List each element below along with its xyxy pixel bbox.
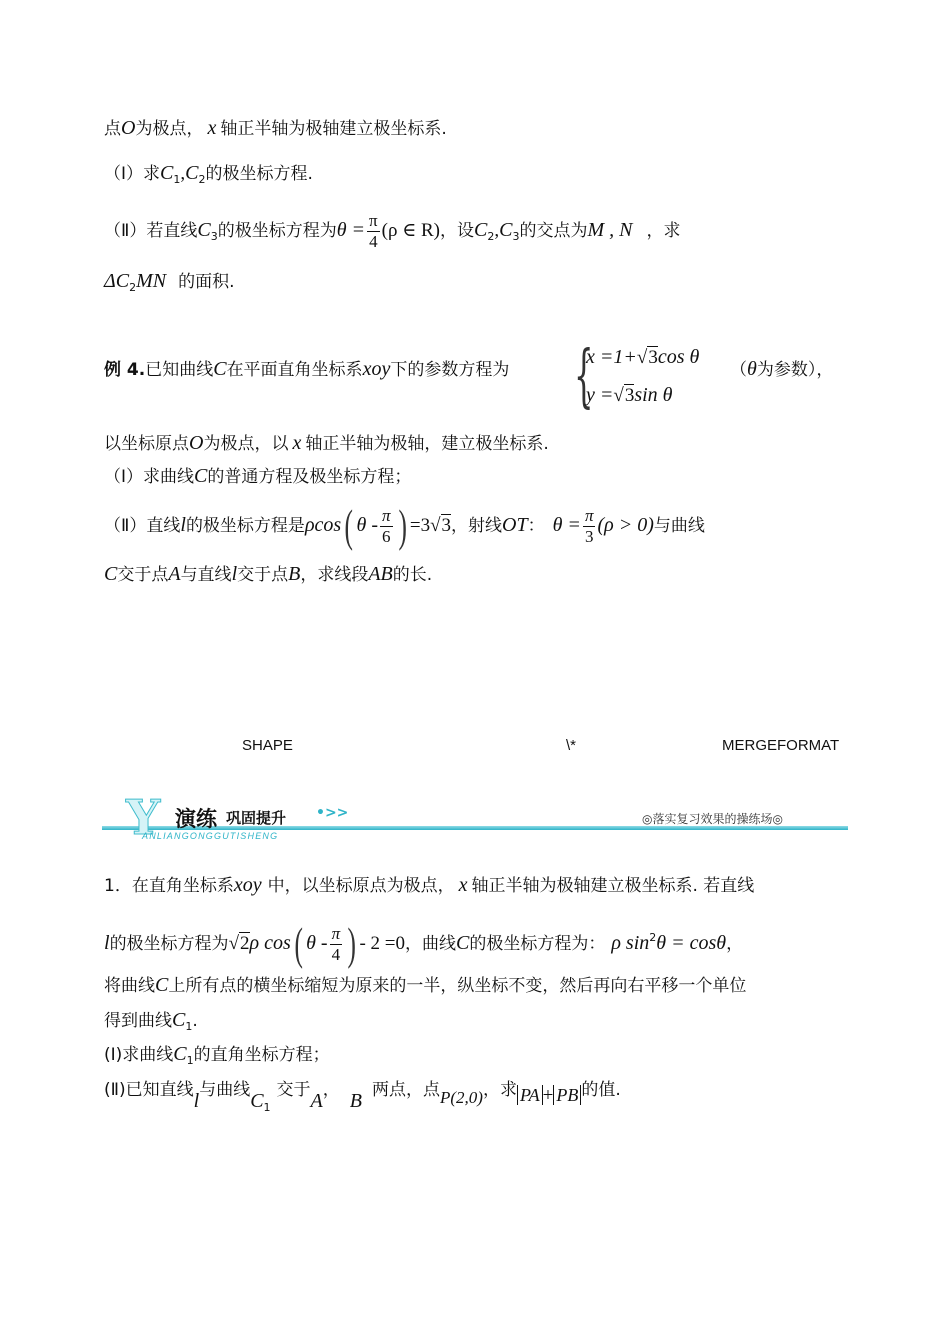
left-brace: { [574, 337, 594, 416]
subscript: 2 [198, 173, 206, 186]
math-var: xoy [362, 358, 391, 380]
numerator: π [382, 505, 391, 525]
text-line [104, 208, 680, 259]
text-line [104, 973, 746, 998]
math-var: B [349, 1090, 362, 1112]
text: 为极点，以 [203, 434, 289, 454]
text: （Ⅰ）求 [104, 164, 161, 184]
numerator: π [369, 210, 378, 230]
math-var: C [172, 1009, 186, 1031]
text-line [104, 873, 754, 898]
math-var: l [193, 1090, 200, 1112]
equation-row: x =1+√3cos θ [586, 346, 700, 368]
text: 为极点， [135, 119, 204, 139]
denominator: 3 [584, 526, 594, 546]
text: ，求 [646, 221, 681, 241]
math-var: x [458, 874, 468, 896]
sqrt-arg: 3 [648, 347, 658, 368]
subscript: 3 [512, 230, 520, 243]
text: 的极坐标方程为： [469, 934, 606, 954]
math-expr: x =1+ [586, 346, 637, 368]
sqrt-arg: 2 [240, 933, 250, 954]
math-var: C [474, 219, 488, 241]
subscript: 1 [185, 1020, 193, 1033]
math-var: C [197, 219, 211, 241]
math-expr: ρ sin [611, 932, 650, 954]
math-symbol: , [494, 220, 500, 241]
denominator: 4 [331, 944, 341, 964]
fraction [367, 211, 380, 252]
math-group [517, 1086, 581, 1106]
text: 得到曲线 [104, 1011, 172, 1031]
math-var: C [104, 563, 118, 585]
subscript: 3 [210, 230, 218, 243]
text: (Ⅰ)求曲线 [104, 1045, 174, 1065]
text: 与曲线 [199, 1080, 251, 1100]
text: （Ⅰ）求曲线 [104, 467, 195, 487]
section-banner [102, 790, 848, 846]
text: ， [322, 1080, 340, 1100]
math-var: AB [368, 563, 393, 585]
sqrt-arg: 3 [441, 515, 452, 536]
math-expr: (ρ > 0) [597, 514, 654, 536]
math-expr: (ρ ∈ R) [381, 220, 441, 241]
text: 的普通方程及极坐标方程； [207, 467, 412, 487]
math-var: M , N [587, 219, 633, 241]
example-heading-line [104, 357, 509, 382]
math-expr: θ = [552, 514, 581, 536]
math-expr: y = [586, 384, 614, 406]
math-var: C [499, 219, 513, 241]
math-var: C [160, 162, 174, 184]
text: (Ⅱ)已知直线 [104, 1080, 194, 1100]
text: 的极坐标方程为 [217, 221, 337, 241]
text-line [104, 1077, 621, 1114]
denominator: 4 [369, 231, 378, 251]
subscript: 2 [129, 281, 137, 294]
math-symbol: + [542, 1085, 554, 1106]
numerator: π [584, 505, 594, 525]
numerator: π [331, 923, 341, 943]
math-var: B [288, 563, 301, 585]
text-line [104, 1042, 330, 1073]
text: 的交点为 [519, 221, 588, 241]
text: 轴正半轴为极轴，建立极坐标系. [305, 434, 549, 454]
field-code-shape: SHAPE [242, 737, 293, 754]
text: 的极坐标方程为 [109, 934, 229, 954]
text: 上所有点的横坐标缩短为原来的一半，纵坐标不变，然后再向右平移一个单位 [168, 976, 747, 996]
text: （Ⅱ）若直线 [104, 221, 198, 241]
text: 的极坐标方程. [205, 164, 313, 184]
text-line [104, 269, 234, 300]
subscript: 2 [487, 230, 495, 243]
text: 的面积. [178, 272, 235, 292]
math-expr: cos θ [657, 346, 700, 368]
abs-value: PA [517, 1085, 543, 1105]
math-var: C [155, 974, 169, 996]
text: 交于点 [237, 565, 289, 585]
text: 已知曲线 [145, 360, 214, 380]
math-var: O [189, 432, 204, 454]
text-line [104, 464, 411, 489]
math-var: l [180, 514, 186, 536]
banner-pinyin: ANLIANGONGGUTISHENG [142, 831, 279, 841]
field-code-mergeformat: MERGEFORMAT [722, 737, 840, 754]
text: 轴正半轴为极轴建立极坐标系. [220, 119, 447, 139]
text-line [104, 562, 432, 587]
math-var: x [292, 432, 302, 454]
text: ， [726, 934, 744, 954]
math-var: OT [502, 514, 528, 536]
math-var: xoy [233, 874, 262, 896]
math-var: C [213, 358, 227, 380]
math-expr: ΔC [104, 270, 130, 292]
superscript: 2 [649, 931, 657, 944]
abs-value: PB [553, 1085, 581, 1105]
sqrt-arg: 3 [624, 385, 635, 406]
math-var: O [121, 117, 136, 139]
text-line [104, 1008, 198, 1039]
text-line [104, 116, 447, 141]
math-var: C [455, 932, 470, 954]
equation-row: y =√3sin θ [586, 384, 673, 406]
subscript: 1 [173, 173, 181, 186]
text: 下的参数方程为 [390, 360, 510, 380]
text-line [104, 161, 313, 192]
math-expr: θ - [356, 514, 379, 536]
text: （ [730, 360, 747, 380]
text-line: （Ⅱ）直线l的极坐标方程是ρcos( θ - $\frac{\pi}{6}$ ) =3√3，射线OT： θ = $\frac{\pi}{3}$ (ρ > 0)与曲线 [104, 500, 705, 551]
parametric-system [574, 337, 724, 416]
math-var: l [231, 563, 238, 585]
math-var: MN [136, 270, 167, 292]
fraction [380, 506, 393, 547]
math-var: l [104, 932, 110, 954]
math-var: C [194, 465, 208, 487]
text: 中，以坐标原点为极点， [267, 876, 455, 896]
text: ，求线段 [300, 565, 369, 585]
math-expr: θ = [336, 219, 366, 241]
text: 将曲线 [104, 976, 155, 996]
field-code-switch: \* [566, 737, 577, 754]
math-expr: sin θ [634, 384, 673, 406]
text: 与曲线 [653, 516, 705, 536]
text-line: l的极坐标方程为√2ρ cos( θ - $\frac{\pi}{4}$ ) - 2 =0，曲线C的极坐标方程为： ρ $\sin^2\theta = \cos\theta$， [104, 918, 744, 969]
math-expr: =3 [409, 515, 431, 536]
fraction [583, 506, 596, 547]
text-line [104, 431, 549, 456]
math-expr: θ - [306, 932, 328, 954]
text: ，设 [440, 221, 475, 241]
math-expr: θ = cosθ [656, 932, 727, 954]
math-var: C [250, 1090, 264, 1112]
text: 的直角坐标方程； [193, 1045, 330, 1065]
text: 为参数）， [756, 360, 834, 380]
math-var: x [207, 117, 217, 139]
text: 与直线 [180, 565, 232, 585]
text: 交于 [276, 1080, 311, 1100]
text: （Ⅱ）直线 [104, 516, 181, 536]
math-var: A [168, 563, 181, 585]
banner-title: 演练 [175, 807, 217, 831]
math-var: C [185, 162, 199, 184]
subscript: 1 [186, 1054, 194, 1067]
text: . [192, 1011, 198, 1031]
text: 的值. [581, 1080, 621, 1100]
math-group [250, 1092, 270, 1112]
math-expr: ρcos [304, 514, 342, 536]
banner-logo-letter: Y [126, 790, 161, 846]
text: 轴正半轴为极轴建立极坐标系. 若直线 [471, 876, 755, 896]
banner-tagline: ◎落实复习效果的操练场◎ [642, 812, 783, 826]
math-var: C [173, 1043, 187, 1065]
example-label: 例 4. [104, 360, 146, 380]
math-expr: P(2,0) [439, 1088, 483, 1107]
text: 的极坐标方程是 [185, 516, 305, 536]
math-symbol: , [180, 163, 186, 184]
text: ： [527, 516, 545, 536]
math-var: θ [747, 358, 757, 380]
fraction [330, 924, 343, 965]
math-var: A [310, 1090, 323, 1112]
math-expr: ρ cos [249, 932, 291, 954]
text: 两点，点 [371, 1080, 440, 1100]
text: ，曲线 [404, 934, 456, 954]
text: ，射线 [451, 516, 503, 536]
text: 在平面直角坐标系 [226, 360, 363, 380]
text: 以坐标原点 [104, 434, 189, 454]
banner-subtitle: 巩固提升 [226, 809, 287, 827]
problem-number: 1． [104, 876, 132, 896]
subscript: 1 [263, 1101, 271, 1114]
text: 交于点 [117, 565, 169, 585]
text: 点 [104, 119, 121, 139]
math-expr: - 2 =0 [359, 933, 405, 954]
denominator: 6 [382, 526, 391, 546]
text: 的长. [392, 565, 433, 585]
text-line [730, 357, 833, 382]
text: ，求 [482, 1080, 517, 1100]
arrow-icon: •>> [316, 805, 349, 821]
text: 在直角坐标系 [131, 876, 234, 896]
